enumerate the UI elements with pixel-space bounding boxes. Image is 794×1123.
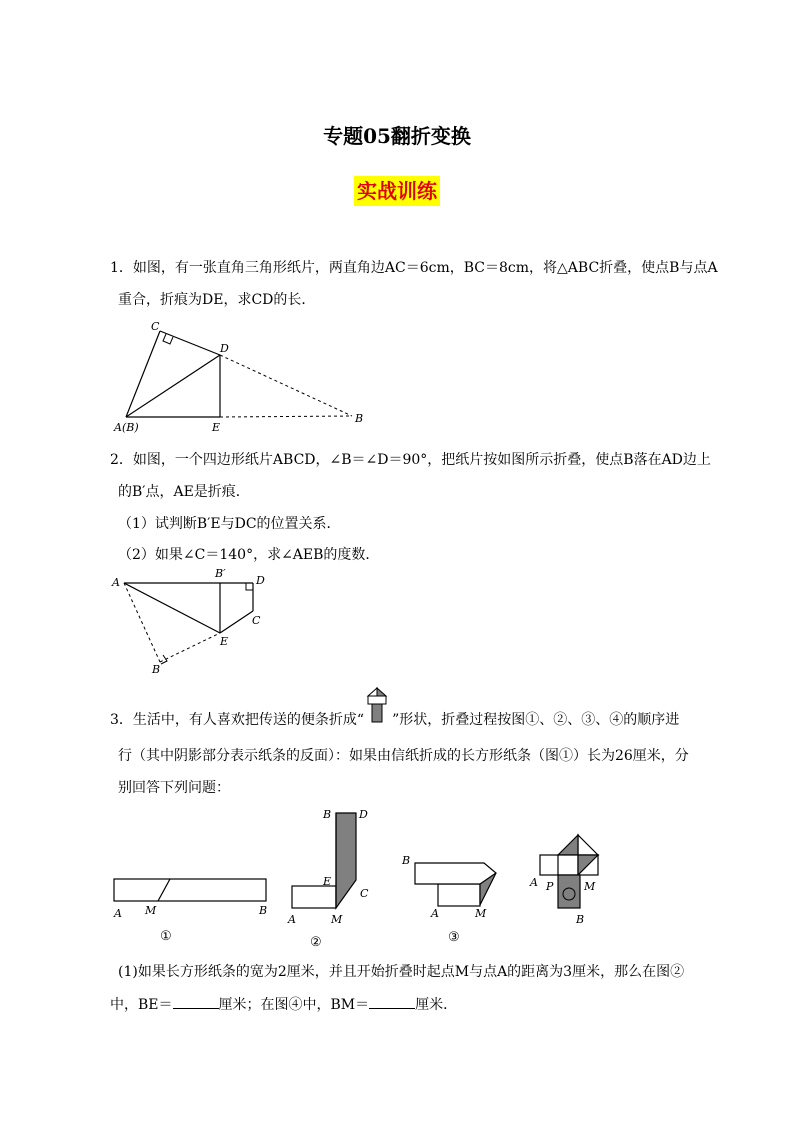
- problem1-line2: 重合，折痕为DE，求CD的长．: [118, 292, 316, 308]
- f4-label-m: M: [584, 880, 596, 893]
- problem3-line2: 行（其中阴影部分表示纸条的反面）：如果由信纸折成的长方形纸条（图①）长为26厘米，分: [118, 748, 689, 764]
- p2-label-d: D: [256, 574, 265, 587]
- f4-label-b: B: [576, 913, 585, 926]
- p3-figure2: [292, 813, 356, 908]
- f3-label-b: B: [402, 854, 411, 867]
- answer-blank-be[interactable]: [173, 994, 219, 1009]
- f1-label-b: B: [259, 904, 268, 917]
- p2-label-e: E: [220, 635, 229, 648]
- p3-figure4: [540, 835, 598, 908]
- f2-label-b: B: [323, 808, 332, 821]
- f4-label-p: P: [546, 880, 554, 893]
- f2-label-d: D: [359, 808, 368, 821]
- f1-label-a: A: [114, 907, 122, 920]
- p3-figure3: [415, 863, 496, 906]
- f2-label-m: M: [331, 913, 343, 926]
- f3-label-m: M: [475, 907, 487, 920]
- section-banner: 实战训练: [354, 176, 440, 206]
- problem2-line1: 2．如图，一个四边形纸片ABCD，∠B＝∠D＝90°，把纸片按如图所示折叠，使点B落在AD边上: [110, 452, 711, 468]
- problem2-question1: （1）试判断B′E与DC的位置关系．: [118, 516, 341, 532]
- p1-label-ab: A(B): [114, 421, 139, 434]
- problem3-sub1-line2: [110, 994, 710, 1015]
- problem2-question2: （2）如果∠C＝140°，求∠AEB的度数．: [118, 547, 380, 563]
- f2-number: ②: [310, 935, 322, 950]
- p2-label-a: A: [112, 576, 120, 589]
- problem1-line1: 1．如图，有一张直角三角形纸片，两直角边AC＝6cm，BC＝8cm，将△ABC折叠，使点B与点A: [110, 260, 718, 276]
- problem3-line1-b: ”形状，折叠过程按图①、②、③、④的顺序进: [392, 712, 680, 728]
- sub1-text-a: 中，BE＝: [110, 997, 173, 1013]
- p2-label-b: B: [152, 663, 161, 676]
- f2-label-a: A: [288, 913, 296, 926]
- problem3-line1-a: 3．生活中，有人喜欢把传送的便条折成“: [110, 712, 365, 728]
- p1-label-b: B: [355, 412, 364, 425]
- f2-label-e: E: [323, 875, 332, 888]
- problem3-line3: 别回答下列问题：: [118, 780, 230, 796]
- f3-label-a: A: [431, 907, 439, 920]
- sub1-text-b: 厘米；在图④中，BM＝: [218, 997, 370, 1013]
- problem3-sub1-line1: (1)如果长方形纸条的宽为2厘米，并且开始折叠时起点M与点A的距离为3厘米，那么在图②: [118, 964, 685, 980]
- p3-figure1: [114, 879, 266, 901]
- sub1-text-c: 厘米．: [415, 997, 458, 1013]
- f4-label-a: A: [530, 876, 538, 889]
- p2-label-bprime: B′: [215, 567, 226, 580]
- f3-number: ③: [448, 930, 460, 945]
- p1-label-c: C: [151, 320, 160, 333]
- f2-label-c: C: [360, 887, 369, 900]
- p1-label-d: D: [220, 342, 229, 355]
- f1-number: ①: [160, 929, 172, 944]
- problem2-line2: 的B′点，AE是折痕．: [118, 484, 250, 500]
- p2-label-c: C: [252, 614, 261, 627]
- p1-label-e: E: [212, 421, 221, 434]
- answer-blank-bm[interactable]: [369, 994, 415, 1009]
- page-title: 专题05翻折变换: [323, 124, 471, 148]
- f1-label-m: M: [145, 904, 157, 917]
